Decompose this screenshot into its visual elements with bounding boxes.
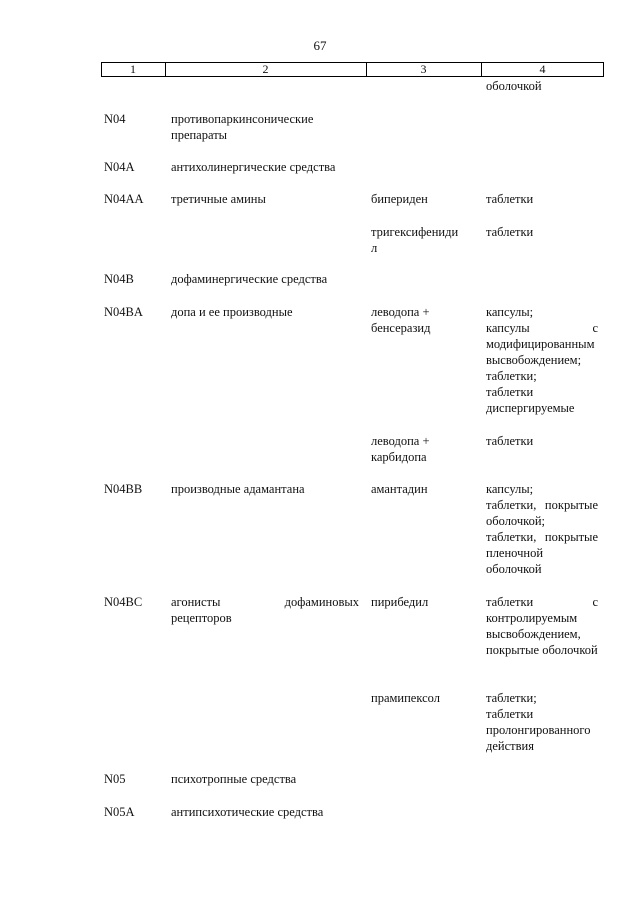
atc-code: N05A: [104, 805, 135, 819]
table-header: [101, 62, 604, 77]
continued-form: оболочкой: [486, 79, 542, 93]
dosage-form: капсулы;: [486, 305, 534, 319]
dosage-form: таблетки пролонгированного действия: [486, 707, 591, 753]
drug-name: бипериден: [371, 192, 428, 206]
dosage-form: таблетки: [486, 192, 534, 206]
atc-code: N04B: [104, 272, 134, 286]
atc-group: третичные амины: [171, 192, 266, 206]
header-col-4: 4: [539, 62, 546, 76]
dosage-form: таблетки, покрытые пленочной оболочкой: [486, 530, 598, 576]
header-col-3: 3: [420, 62, 427, 76]
atc-group: дофаминергические средства: [171, 272, 328, 286]
atc-group: антипсихотические средства: [171, 805, 324, 819]
drug-name: леводопа + карбидопа: [371, 434, 430, 464]
header-col-2: 2: [262, 62, 269, 76]
drug-name: леводопа + бенсеразид: [371, 305, 431, 335]
atc-code: N04BB: [104, 482, 143, 496]
dosage-form: таблетки;: [486, 369, 537, 383]
dosage-form: капсулы с модифицированным высвобождением;: [486, 321, 598, 367]
atc-code: N04BA: [104, 305, 143, 319]
atc-code: N04A: [104, 160, 135, 174]
drug-name: пирибедил: [371, 595, 429, 609]
atc-group: агонисты дофаминовых рецепторов: [171, 595, 359, 625]
dosage-form-list: [486, 481, 598, 577]
dosage-form: таблетки: [486, 434, 534, 448]
drug-name: прамипексол: [371, 691, 440, 705]
page-number: 67: [313, 38, 327, 53]
drug-name: тригексифенидил: [371, 225, 459, 255]
dosage-form: таблетки диспергируемые: [486, 385, 575, 415]
atc-group: антихолинергические средства: [171, 160, 336, 174]
drug-name: амантадин: [371, 482, 428, 496]
dosage-form: таблетки с контролируемым высвобождением, покрытые оболочкой: [486, 595, 598, 657]
atc-code: N04BC: [104, 595, 143, 609]
dosage-form-list: [486, 690, 598, 754]
dosage-form: таблетки: [486, 225, 534, 239]
atc-group: психотропные средства: [171, 772, 297, 786]
atc-group: противопаркинсонические препараты: [171, 112, 314, 142]
dosage-form-list: [486, 304, 598, 416]
atc-code: N04: [104, 112, 126, 126]
atc-code: N04AA: [104, 192, 144, 206]
dosage-form-list: [486, 594, 598, 658]
atc-group: допа и ее производные: [171, 305, 293, 319]
dosage-form: капсулы;: [486, 482, 534, 496]
header-col-1: 1: [130, 62, 136, 76]
dosage-form: таблетки;: [486, 691, 537, 705]
atc-group: производные адамантана: [171, 482, 305, 496]
dosage-form: таблетки, покрытые оболочкой;: [486, 498, 598, 528]
atc-code: N05: [104, 772, 126, 786]
